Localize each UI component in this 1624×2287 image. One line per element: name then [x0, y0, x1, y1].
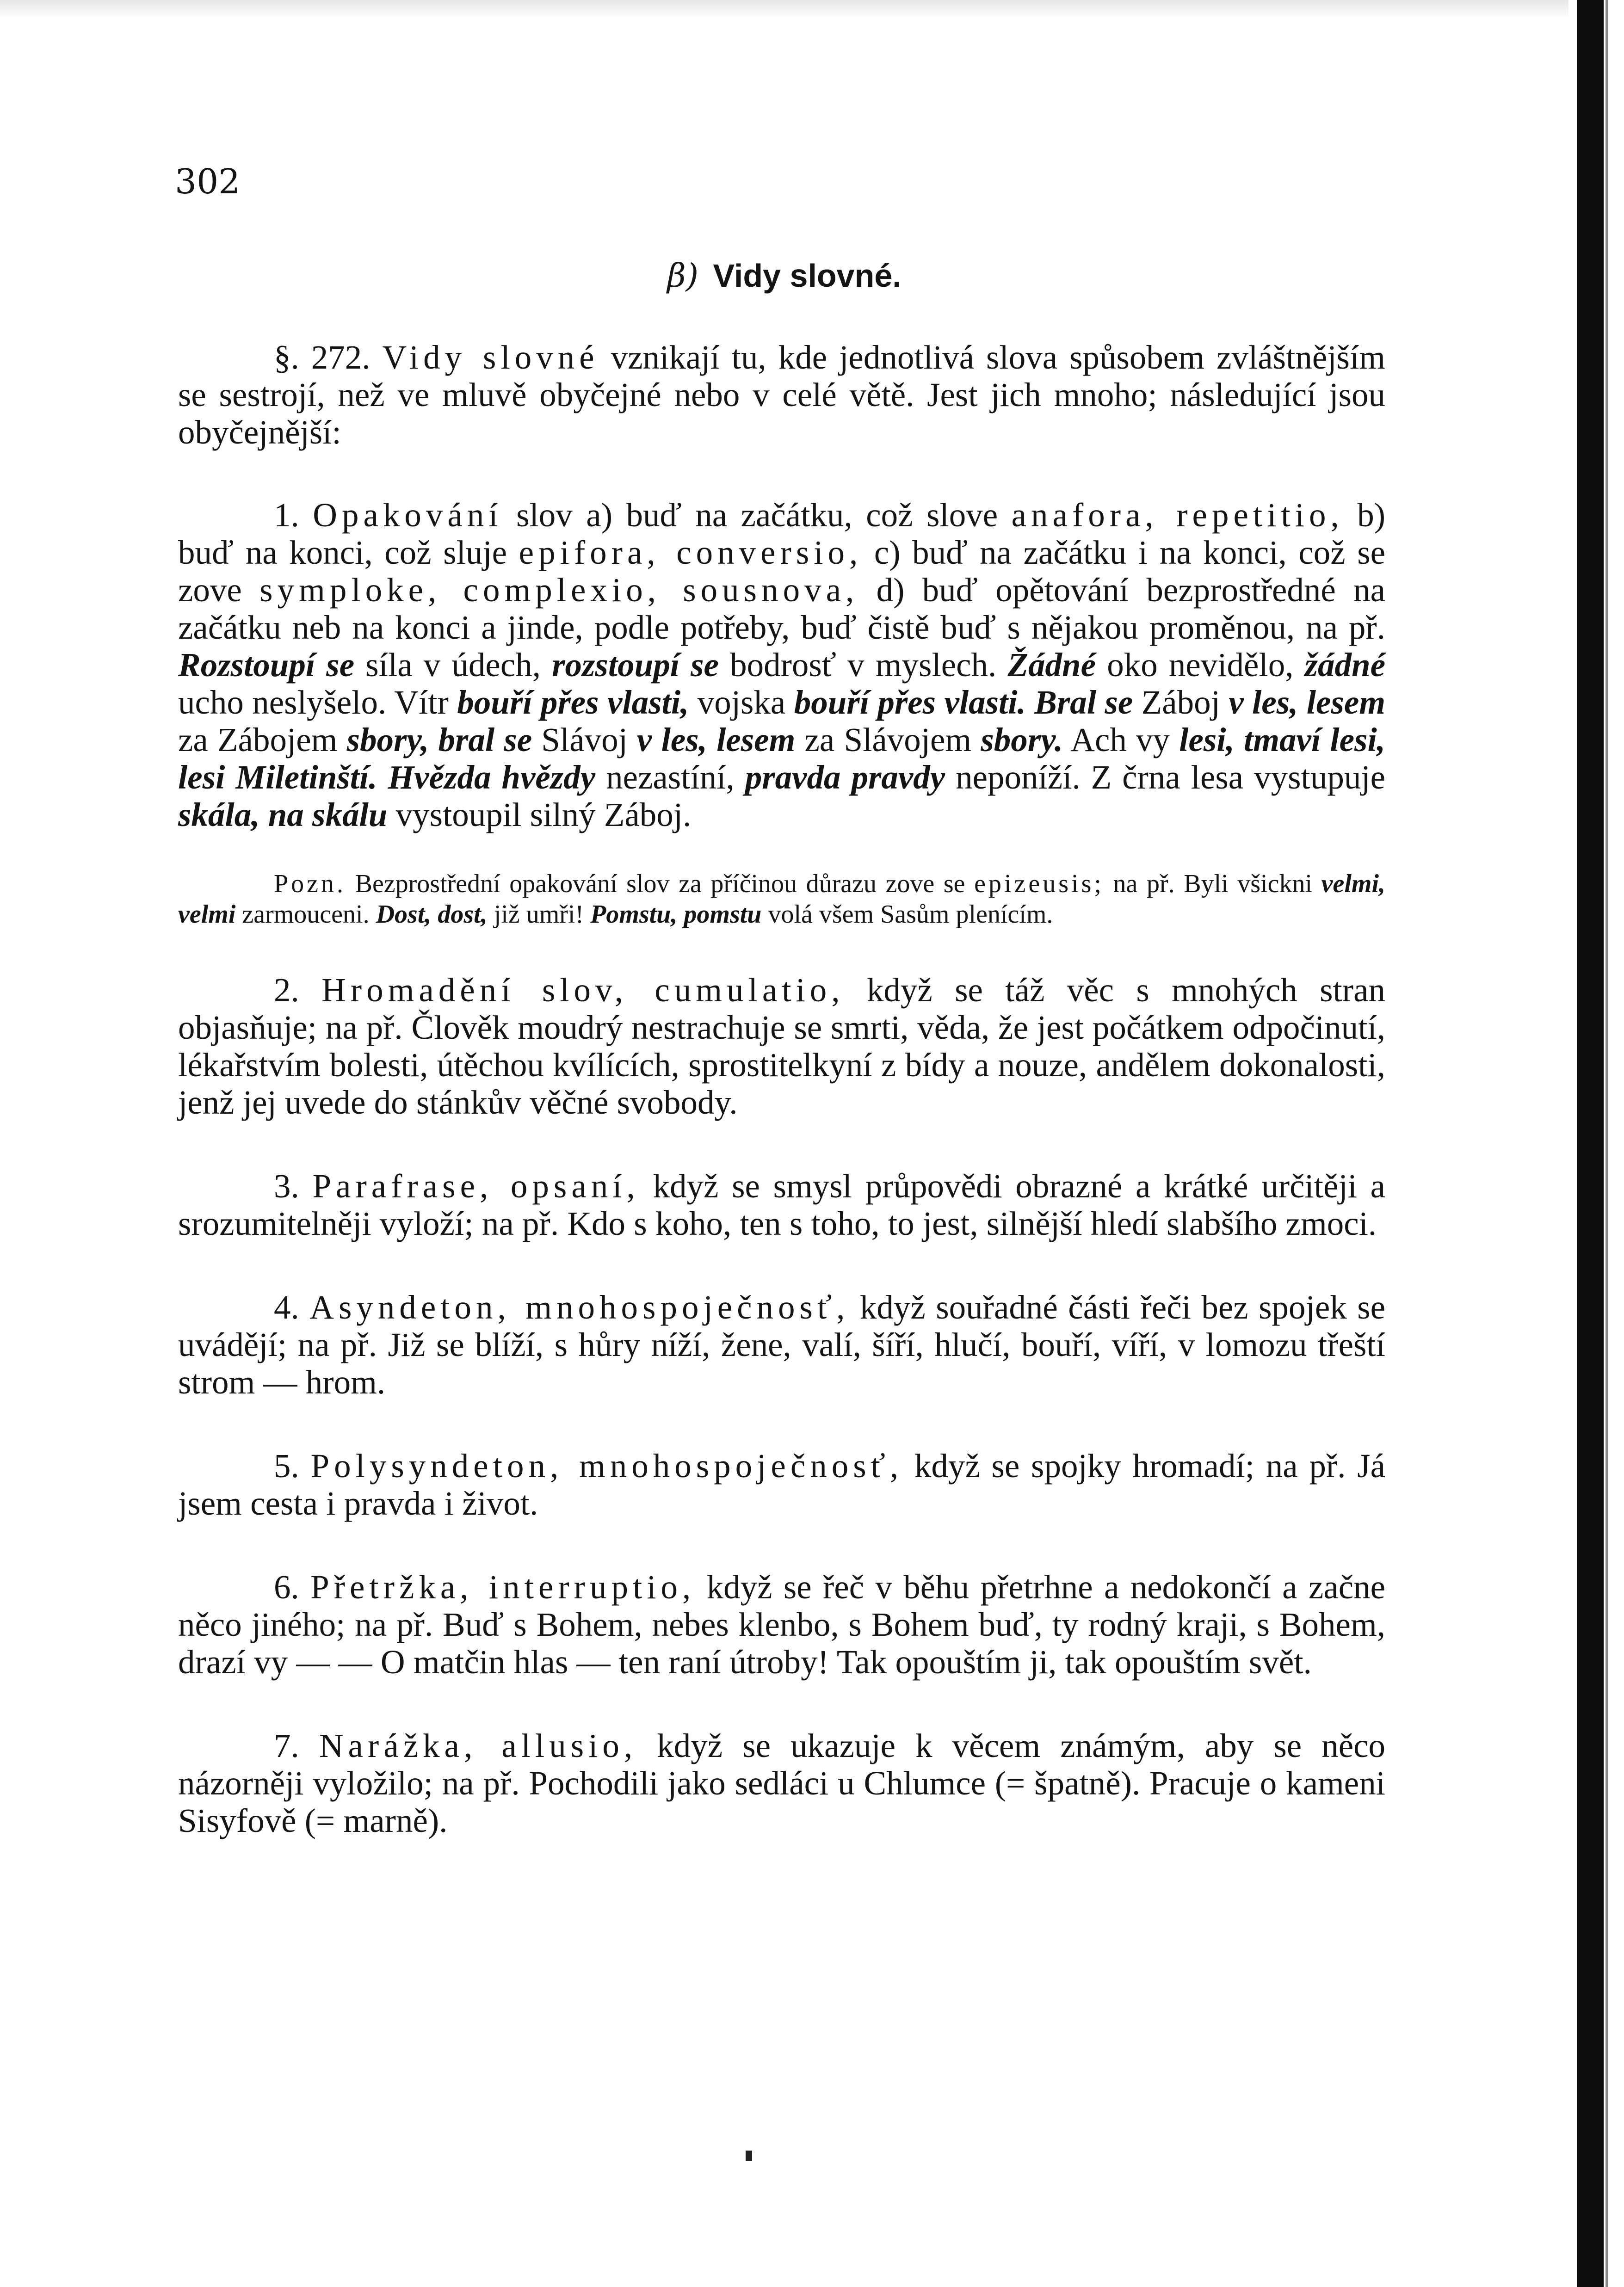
section-heading: [0, 257, 1568, 295]
term: Narážka, allusio,: [319, 1727, 637, 1764]
scan-page-edge: [1568, 0, 1624, 2287]
paragraph-number: 1.: [274, 496, 299, 534]
print-mark: [746, 2151, 752, 2161]
paragraph-text: vystoupil silný Záboj.: [395, 796, 692, 833]
text-column: [178, 339, 1385, 1886]
paragraph-pretrzka: [178, 1568, 1385, 1681]
paragraph-text: síla v údech,: [365, 646, 541, 684]
paragraph-text: když se táž věc s mnohých stran objasňuje; na př. Člověk moudrý nestrachuje se smrti, věda, že jest počátkem odpočinutí, lékařstvím bolesti, útěchou kvílících, sprostitelkyní z bídy a nouze, andělem dokonalosti, jenž jej uvede do stánkův věčné svobody.: [178, 971, 1386, 1121]
example: žádné: [1304, 646, 1386, 684]
paragraph-text: vojska: [697, 684, 786, 721]
note: [178, 869, 1385, 930]
paragraph-text: když se spojky hromadí; na př. Já jsem cesta i pravda i život.: [178, 1447, 1386, 1522]
example: sbory, bral se: [346, 721, 532, 758]
example: v les, lesem: [637, 721, 796, 758]
paragraph-opakovani: [178, 496, 1385, 833]
paragraph-number: 3.: [274, 1167, 299, 1205]
term: epifora, conversio,: [519, 534, 863, 571]
term: Opakování: [313, 496, 503, 534]
note-label: Pozn.: [274, 869, 346, 898]
paragraph-hromadeni: [178, 971, 1385, 1121]
paragraph-text: b) buď na konci, což sluje: [178, 496, 1386, 571]
example: Pomstu, pomstu: [590, 900, 762, 929]
paragraph-text: když souřadné části řeči bez spojek se uvádějí; na př. Již se blíží, s hůry níží, žene, valí, šíří, hlučí, bouří, víří, v lomozu třeští strom — hrom.: [178, 1288, 1386, 1401]
paragraph-text: nezastíní,: [606, 758, 735, 796]
example: skála, na skálu: [178, 796, 388, 833]
section-marker: β): [667, 257, 699, 295]
paragraph-text: když se řeč v běhu přetrhne a nedokončí a začne něco jiného; na př. Buď s Bohem, nebes klenbo, s Bohem buď, ty rodný kraji, s Bohem, drazí vy — — O matčin hlas — ten raní útroby! Tak opouštím ji, tak opouštím svět.: [178, 1568, 1386, 1681]
paragraph-text: vznikají tu, kde jednotlivá slova spůsobem zvláštnějším se sestrojí, než ve mluvě obyčejné nebo v celé větě. Jest jich mnoho; následující jsou obyčejnější:: [178, 339, 1386, 451]
paragraph-text: když se smysl průpovědi obrazné a krátké určitěji a srozumitelněji vyloží; na př. Kdo s koho, ten s toho, to jest, silnější hledí slabšího zmoci.: [178, 1167, 1386, 1242]
note-text: již umři!: [494, 900, 584, 929]
term: Vidy slovné: [382, 339, 599, 376]
paragraph-text: Záboj: [1141, 684, 1220, 721]
example: velmi, velmi: [178, 869, 1386, 929]
paragraph-number: 7.: [274, 1727, 299, 1764]
example: bouří přes vlasti. Bral se: [794, 684, 1133, 721]
scan-top-shade: [0, 0, 1568, 18]
paragraph-number: 2.: [274, 971, 299, 1009]
term: epizeusis;: [974, 869, 1104, 898]
paragraph-text: za Zábojem: [178, 721, 338, 758]
note-text: volá všem Sasům plenícím.: [768, 900, 1053, 929]
paragraph-text: ucho neslyšelo. Vítr: [178, 684, 449, 721]
term: Přetržka, interruptio,: [310, 1568, 696, 1606]
example: lesi, tmaví lesi, lesi Miletinští. Hvězda hvězdy: [178, 721, 1385, 796]
paragraph-polysyndeton: [178, 1447, 1385, 1522]
paragraph-parafrase: [178, 1167, 1385, 1242]
paragraph-number: §. 272.: [274, 339, 370, 376]
example: Žádné: [1007, 646, 1096, 684]
paragraph-text: c) buď na začátku i na konci, což se zove: [178, 534, 1386, 609]
paragraph-text: d) buď opětování bezprostředné na začátku neb na konci a jinde, podle potřeby, buď čistě buď s nějakou proměnou, na př.: [178, 571, 1385, 646]
page-number: 302: [175, 162, 241, 202]
paragraph-asyndeton: [178, 1288, 1385, 1401]
paragraph-text: bodrosť v myslech.: [730, 646, 997, 684]
term: Parafrase, opsaní,: [312, 1167, 640, 1205]
term: Hromadění slov, cumulatio,: [321, 971, 845, 1009]
example: rozstoupí se: [552, 646, 719, 684]
term: symploke, complexio, sousnova,: [259, 571, 859, 609]
note-text: Bezprostřední opakování slov za příčinou důrazu zove se: [355, 869, 965, 898]
term: Polysyndeton, mnohospoječnosť,: [310, 1447, 903, 1485]
paragraph-text: za Slávojem: [804, 721, 972, 758]
paragraph-text: Ach vy: [1070, 721, 1170, 758]
paragraph-text: oko nevidělo,: [1107, 646, 1294, 684]
example: v les, lesem: [1229, 684, 1386, 721]
term: anafora, repetitio,: [1011, 496, 1344, 534]
paragraph-number: 5.: [274, 1447, 299, 1485]
paragraph-272: [178, 339, 1385, 451]
term: Asyndeton, mnohospoječnosť,: [309, 1288, 850, 1326]
paragraph-text: slov a) buď na začátku, což slove: [516, 496, 998, 534]
example: Rozstoupí se: [178, 646, 355, 684]
paragraph-number: 4.: [274, 1288, 299, 1326]
note-text: na př. Byli všickni: [1113, 869, 1313, 898]
example: bouří přes vlasti,: [457, 684, 689, 721]
section-title: Vidy slovné.: [713, 258, 902, 294]
paragraph-text: když se ukazuje k věcem známým, aby se něco názorněji vyložilo; na př. Pochodili jako sedláci u Chlumce (= špatně). Pracuje o kameni Sisyfově (= marně).: [178, 1727, 1386, 1839]
note-text: zarmouceni.: [242, 900, 370, 929]
example: Dost, dost,: [376, 900, 488, 929]
paragraph-number: 6.: [274, 1568, 299, 1606]
paragraph-narazka: [178, 1727, 1385, 1839]
example: pravda pravdy: [745, 758, 945, 796]
paragraph-text: neponíží. Z črna lesa vystupuje: [956, 758, 1386, 796]
paragraph-text: Slávoj: [541, 721, 628, 758]
example: sbory.: [981, 721, 1063, 758]
